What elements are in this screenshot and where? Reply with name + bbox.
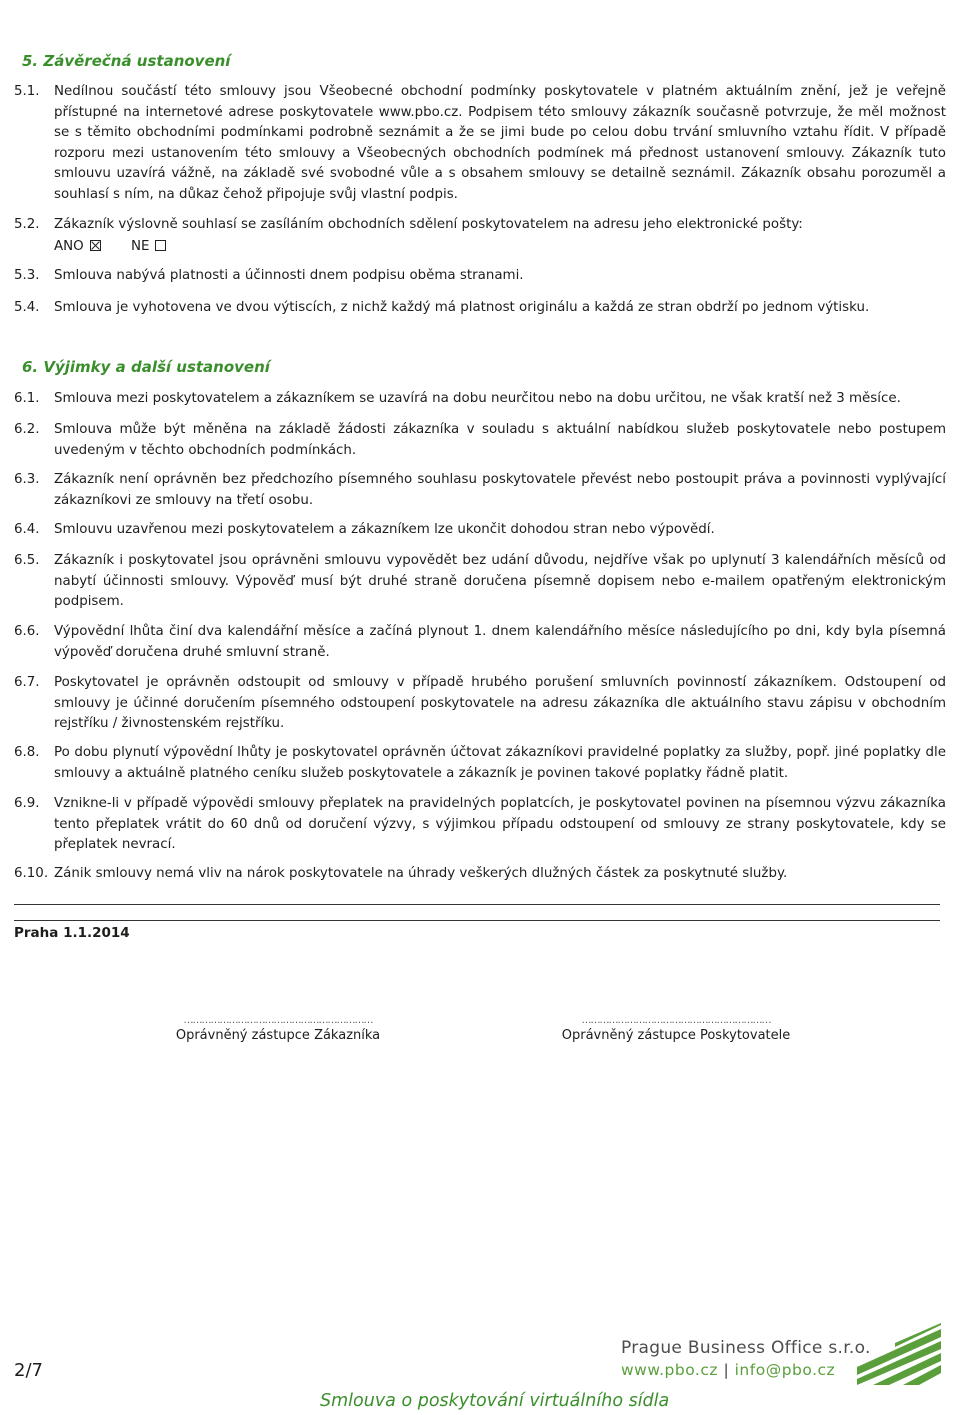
clause-5-3 (14, 266, 946, 287)
clause-text: Výpovědní lhůta činí dva kalendářní měsíce a začíná plynout 1. dnem kalendářního měsíce následujícího po dni, kdy byla písemná výpověď doručena druhé smluvní straně. (54, 624, 946, 660)
clause-number: 6.9. (14, 796, 40, 811)
checkbox-checked-icon[interactable] (90, 240, 101, 251)
signature-line: ……………………………………………………… (183, 1015, 373, 1026)
clause-text: Zákazník výslovně souhlasí se zasíláním obchodních sdělení poskytovatelem na adresu jeho elektronické pošty: (54, 217, 803, 232)
clause-number: 6.2. (14, 422, 40, 437)
clause-6-8 (14, 743, 946, 784)
customer-signature-block (138, 1014, 418, 1043)
clause-6-4 (14, 520, 946, 541)
clause-number: 5.2. (14, 217, 40, 232)
consent-ne-label: NE (130, 238, 150, 254)
section-6-heading: 6. Výjimky a další ustanovení (22, 358, 270, 376)
consent-ne-option[interactable] (131, 237, 166, 258)
pbo-logo-icon (855, 1323, 943, 1385)
clause-text: Zákazník i poskytovatel jsou oprávněni smlouvu vypovědět bez udání důvodu, nejdříve však po uplynutí 3 kalendářních měsíců od nabytí účinnosti smlouvy. Výpověď musí být druhé straně doručena písemně dopisem nebo e-mailem opatřeným elektronickým podpisem. (54, 553, 946, 609)
clause-text: Smlouva mezi poskytovatelem a zákazníkem se uzavírá na dobu neurčitou nebo na dobu určitou, ne však kratší než 3 měsíce. (54, 391, 901, 406)
clause-text: Zákazník není oprávněn bez předchozího písemného souhlasu poskytovatele převést nebo postoupit práva a povinnosti vyplývající zákazníkovi ze smlouvy na třetí osobu. (54, 472, 946, 508)
contact-separator: | (723, 1361, 730, 1379)
clause-number: 6.8. (14, 745, 40, 760)
provider-signature-label: Oprávněný zástupce Poskytovatele (561, 1028, 791, 1043)
clause-text: Zánik smlouvy nemá vliv na nárok poskytovatele na úhrady veškerých dlužných částek za poskytnuté služby. (54, 866, 788, 881)
clause-text: Poskytovatel je oprávněn odstoupit od smlouvy v případě hrubého porušení smluvních povinností zákazníkem. Odstoupení od smlouvy je účinné doručením písemného odstoupení poskytovatele na adresu zákazníka dle aktuálního stavu zápisu v obchodním rejstříku / živnostenském rejstříku. (54, 675, 946, 731)
clause-6-9 (14, 794, 946, 856)
clause-number: 5.1. (14, 84, 40, 99)
signature-line: ……………………………………………………… (581, 1015, 771, 1026)
clause-5-4 (14, 298, 946, 319)
place-date: Praha 1.1.2014 (14, 925, 130, 941)
divider-line (14, 904, 940, 905)
clause-6-7 (14, 673, 946, 735)
clause-text: Nedílnou součástí této smlouvy jsou Všeobecné obchodní podmínky poskytovatele v platném aktuálním znění, jež je veřejně přístupné na internetové adrese poskytovatele www.pbo.cz. Podpisem této smlouvy zákazník současně potvrzuje, že měl možnost se s těmito obchodními podmínkami podrobně seznámit a že se jimi bude po celou dobu trvání smluvního vztahu řídit. V případě rozporu mezi ustanovením této smlouvy a Všeobecných obchodních podmínek má přednost ustanovení smlouvy. Zákazník tuto smlouvu uzavírá vážně, na základě své svobodné vůle a s obsahem smlouvy se detailně seznámil. Zákazník obsahu porozuměl a souhlasí s ním, na důkaz čehož připojuje svůj vlastní podpis. (54, 84, 946, 202)
clause-number: 6.3. (14, 472, 40, 487)
clause-6-10 (14, 864, 946, 885)
clause-number: 6.6. (14, 624, 40, 639)
clause-number: 6.5. (14, 553, 40, 568)
email-link[interactable]: info@pbo.cz (734, 1361, 836, 1379)
divider-line (14, 920, 940, 921)
clause-6-2 (14, 420, 946, 461)
company-name: Prague Business Office s.r.o. (621, 1338, 871, 1358)
clause-text: Smlouva nabývá platnosti a účinnosti dnem podpisu oběma stranami. (54, 268, 524, 283)
clause-text: Po dobu plynutí výpovědní lhůty je poskytovatel oprávněn účtovat zákazníkovi pravidelné poplatky za služby, popř. jiné poplatky dle smlouvy a aktuálně platného ceníku služeb poskytovatele a zákazník je povinen takové poplatky řádně platit. (54, 745, 946, 781)
section-5-heading: 5. Závěrečná ustanovení (22, 52, 231, 70)
clause-text: Smlouva může být měněna na základě žádosti zákazníka v souladu s aktuální nabídkou služeb poskytovatele nebo postupem uvedeným v těchto obchodních podmínkách. (54, 422, 946, 458)
clause-number: 5.3. (14, 268, 40, 283)
clause-number: 6.4. (14, 522, 40, 537)
page-number: 2/7 (14, 1360, 43, 1381)
website-link[interactable]: www.pbo.cz (621, 1361, 719, 1379)
clause-number: 6.1. (14, 391, 40, 406)
provider-signature-block (536, 1014, 816, 1043)
document-title: Smlouva o poskytování virtuálního sídla (320, 1391, 670, 1411)
clause-6-3 (14, 470, 946, 511)
clause-text: Smlouva je vyhotovena ve dvou výtiscích, z nichž každý má platnost originálu a každá ze stran obdrží po jednom výtisku. (54, 300, 870, 315)
clause-text: Vznikne-li v případě výpovědi smlouvy přeplatek na pravidelných poplatcích, je poskytovatel povinen na písemnou výzvu zákazníka tento přeplatek vrátit do 60 dnů od doručení výzvy, s výjimkou případu odstoupení od smlouvy ze strany poskytovatele, kdy se přeplatek nevrací. (54, 796, 946, 852)
consent-options (54, 237, 946, 258)
clause-number: 6.10. (14, 866, 49, 881)
clause-5-2 (14, 215, 946, 257)
clause-5-1 (14, 82, 946, 205)
checkbox-empty-icon[interactable] (155, 240, 166, 251)
clause-number: 5.4. (14, 300, 40, 315)
company-contact (621, 1361, 835, 1379)
customer-signature-label: Oprávněný zástupce Zákazníka (175, 1028, 381, 1043)
clause-number: 6.7. (14, 675, 40, 690)
clause-6-5 (14, 551, 946, 613)
clause-6-1 (14, 389, 946, 410)
consent-ano-option[interactable] (54, 237, 101, 258)
clause-6-6 (14, 622, 946, 663)
clause-text: Smlouvu uzavřenou mezi poskytovatelem a zákazníkem lze ukončit dohodou stran nebo výpovědí. (54, 522, 715, 537)
consent-ano-label: ANO (54, 238, 84, 254)
